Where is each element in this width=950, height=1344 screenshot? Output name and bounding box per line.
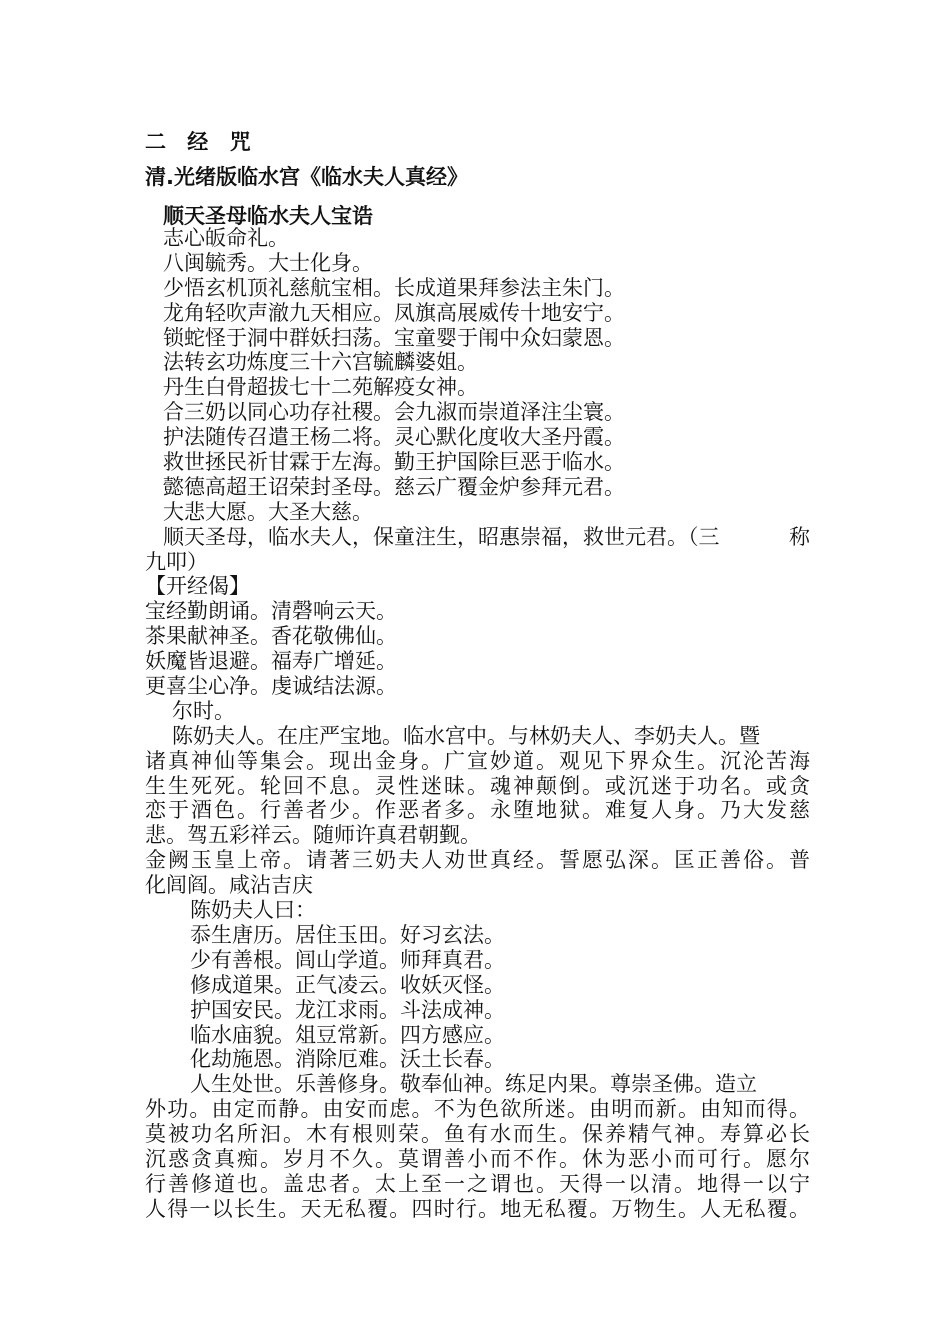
text-line: 顺天圣母，临水夫人，保童注生，昭惠崇福，救世元君。（三 bbox=[163, 524, 720, 549]
paragraph-line: 化闾阎。咸沾吉庆 bbox=[145, 873, 313, 898]
paragraph-line: 诸真神仙等集会。现出金身。广宣妙道。观见下界众生。沉沦苦海 bbox=[145, 748, 810, 773]
verse-heading: 【开经偈】 bbox=[145, 574, 250, 599]
scripture-text bbox=[145, 226, 810, 1222]
text-line: 尔时。 bbox=[172, 698, 235, 723]
verse-line: 少有善根。闾山学道。师拜真君。 bbox=[190, 947, 505, 972]
paragraph-line: 恋于酒色。行善者少。作恶者多。永堕地狱。难复人身。乃大发慈 bbox=[145, 798, 810, 823]
text-line: 九叩） bbox=[145, 549, 208, 574]
paragraph-line: 悲。驾五彩祥云。随师许真君朝觐。 bbox=[145, 823, 481, 848]
paragraph-line: 外功。由定而静。由安而虑。不为色欲所迷。由明而新。由知而得。 bbox=[145, 1097, 810, 1122]
paragraph-line: 陈奶夫人。在庄严宝地。临水宫中。与林奶夫人、李奶夫人。暨 bbox=[172, 723, 760, 748]
text-line: 龙角轻吹声澈九天相应。凤旗高展威传十地安宁。 bbox=[163, 300, 625, 325]
paragraph-line: 行善修道也。盖忠者。太上至一之谓也。天得一以清。地得一以宁 bbox=[145, 1171, 810, 1196]
verse-line: 宝经勤朗诵。清磬响云天。 bbox=[145, 599, 397, 624]
text-line: 志心皈命礼。 bbox=[163, 226, 289, 250]
invocation-title: 顺天圣母临水夫人宝诰 bbox=[163, 204, 373, 228]
text-line: 大悲大愿。大圣大慈。 bbox=[163, 499, 373, 524]
invocation-closing-line bbox=[145, 525, 810, 550]
text-line: 少悟玄机顶礼慈航宝相。长成道果拜参法主朱门。 bbox=[163, 275, 625, 300]
verse-line: 更喜尘心净。虔诚结法源。 bbox=[145, 674, 397, 699]
text-line: 陈奶夫人曰： bbox=[190, 898, 316, 923]
text-line: 法转玄功炼度三十六宫毓麟婆姐。 bbox=[163, 350, 478, 375]
verse-line: 妖魔皆退避。福寿广增延。 bbox=[145, 649, 397, 674]
text-line: 八闽毓秀。大士化身。 bbox=[163, 250, 373, 275]
verse-line: 护国安民。龙江求雨。斗法成神。 bbox=[190, 997, 505, 1022]
verse-line: 临水庙貌。俎豆常新。四方感应。 bbox=[190, 1022, 505, 1047]
text-line: 护法随传召遣王杨二将。灵心默化度收大圣丹霞。 bbox=[163, 425, 625, 450]
paragraph-line: 沉惑贪真痴。岁月不久。莫谓善小而不作。休为恶小而可行。愿尔 bbox=[145, 1146, 810, 1171]
text-line: 懿德高超王诏荣封圣母。慈云广覆金炉参拜元君。 bbox=[163, 474, 625, 499]
paragraph-line: 人得一以长生。天无私覆。四时行。地无私覆。万物生。人无私覆。 bbox=[145, 1196, 810, 1221]
text-line: 救世拯民祈甘霖于左海。勤王护国除巨恶于临水。 bbox=[163, 450, 625, 475]
paragraph-line: 莫被功名所汩。木有根则荣。鱼有水而生。保养精气神。寿算必长 bbox=[145, 1122, 810, 1147]
text-line: 称 bbox=[789, 524, 810, 549]
text-line: 丹生白骨超拔七十二苑解疫女神。 bbox=[163, 375, 478, 400]
document-title: 清.光绪版临水宫《临水夫人真经》 bbox=[145, 165, 468, 189]
text-line: 合三奶以同心功存社稷。会九淑而崇道泽注尘寰。 bbox=[163, 400, 625, 425]
verse-line: 忝生唐历。居住玉田。好习玄法。 bbox=[190, 922, 505, 947]
paragraph-line: 人生处世。乐善修身。敬奉仙神。练足内果。尊崇圣佛。造立 bbox=[190, 1072, 757, 1097]
paragraph-line: 金阙玉皇上帝。请著三奶夫人劝世真经。誓愿弘深。匡正善俗。普 bbox=[145, 848, 810, 873]
verse-line: 茶果献神圣。香花敬佛仙。 bbox=[145, 624, 397, 649]
paragraph-line: 生生死死。轮回不息。灵性迷昧。魂神颠倒。或沉迷于功名。或贪 bbox=[145, 773, 810, 798]
text-line: 锁蛇怪于洞中群妖扫荡。宝童婴于闱中众妇蒙恩。 bbox=[163, 325, 625, 350]
verse-line: 化劫施恩。消除厄难。沃土长春。 bbox=[190, 1047, 505, 1072]
verse-line: 修成道果。正气凌云。收妖灭怪。 bbox=[190, 972, 505, 997]
section-title: 二 经 咒 bbox=[145, 130, 258, 154]
